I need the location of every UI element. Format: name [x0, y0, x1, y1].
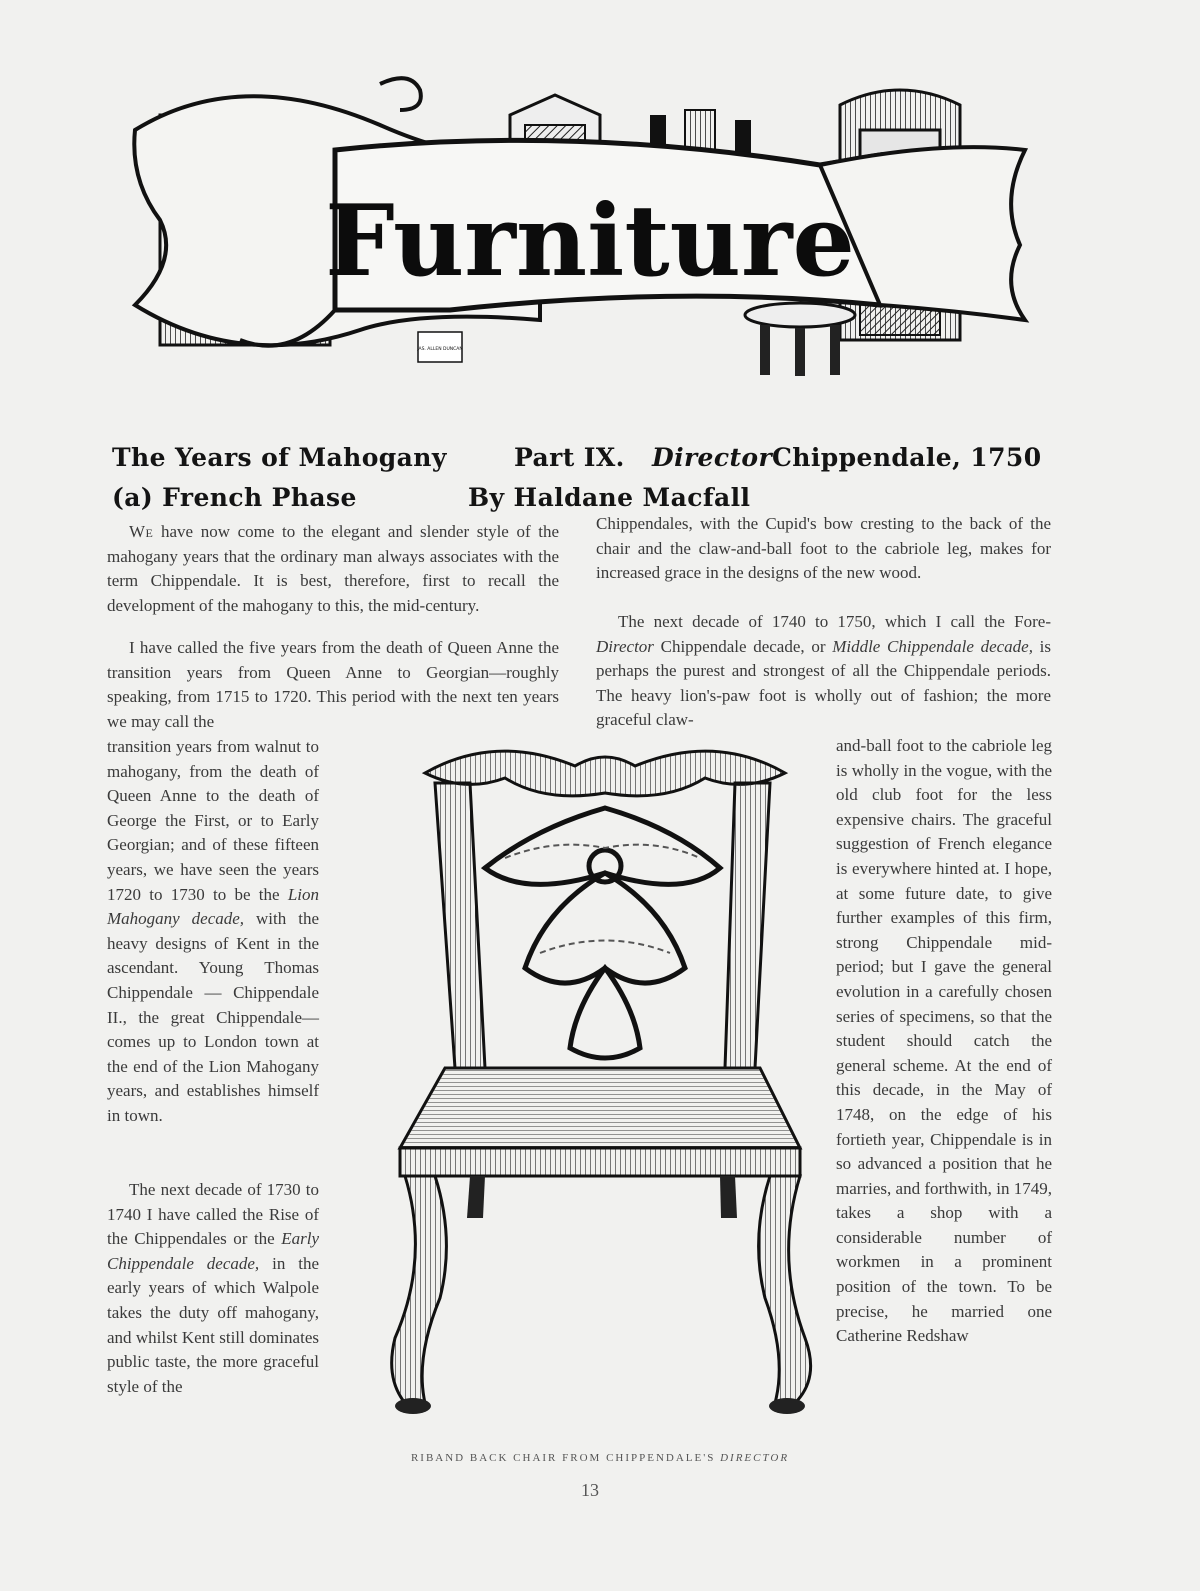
- artist-monogram: [416, 332, 463, 362]
- chippendale-1750: Chippendale, 1750: [772, 443, 1042, 472]
- page-number: 13: [581, 1480, 599, 1500]
- series-title: The Years of Mahogany: [112, 443, 447, 472]
- stool-illustration: [745, 303, 855, 376]
- banner-title: Furniture: [325, 184, 855, 299]
- paragraph-3: The next decade of 1730 to 1740 I have called the Rise of the Chippendales or the Early Chippendale decade, in the early years of which Walpole takes the duty off mahogany, and whilst Kent still dominates public taste, the more graceful style of the: [107, 1180, 320, 1396]
- right-paragraph-2-continued: and-ball foot to the cabriole leg is wholly in the vogue, with the old club foot for the less expensive chairs. The graceful suggestion of French elegance is everywhere hinted at. I hope, at some future date, to give further examples of this firm, strong Chippendale mid-period; but I gave the general evolution in a carefully chosen series of specimens, so that the student should catch the general scheme. At the end of this decade, in the May of 1748, on the edge of his fortieth year, Chippendale is in so advanced a position that he marries, and forthwith, in 1749, takes a shop with a considerable number of workmen in a prominent position of the town. To be precise, he married one Catherine Redshaw: [836, 736, 1052, 1346]
- svg-text:JAS. ALLEN DUNCAN: JAS. ALLEN DUNCAN: [417, 347, 463, 352]
- article-headline: [112, 438, 1072, 518]
- furniture-banner: [120, 70, 1050, 390]
- director-word: Director: [652, 443, 773, 472]
- paragraph-2-continued: transition years from walnut to mahogany, from the death of Queen Anne to the death of George the First, or to Early Georgian; and of these fifteen years, we have seen the years 1720 to 1730 to be the Lion Mahogany decade, with the heavy designs of Kent in the ascendant. Young Thomas Chippendale — Chippendale II., the great Chippendale— comes up to London town at the end of the Lion Mahogany years, and establishes himself in town.: [107, 737, 320, 1125]
- byline: By Haldane Macfall: [468, 483, 751, 512]
- paragraph-2: I have called the five years from the death of Queen Anne the transition years from Queen Anne to Georgian—roughly speaking, from 1715 to 1720. This period with the next ten years we may call the: [107, 638, 559, 731]
- phase-subtitle: (a) French Phase: [112, 483, 357, 512]
- figure-caption: RIBAND BACK CHAIR FROM CHIPPENDALE'S DIRECTOR: [410, 1452, 790, 1464]
- right-paragraph-1: Chippendales, with the Cupid's bow cresting to the back of the chair and the claw-and-ball foot to the cabriole leg, makes for increased grace in the designs of the new wood.: [596, 514, 1051, 583]
- part-number: Part IX.: [514, 443, 625, 472]
- riband-back-chair-illustration: [375, 738, 830, 1428]
- paragraph-1: We have now come to the elegant and slender style of the mahogany years that the ordinary man always associates with the term Chippendale. It is best, therefore, first to recall the development of the mahogany to this, the mid-century.: [107, 522, 559, 615]
- right-paragraph-2: The next decade of 1740 to 1750, which I call the Fore-Director Chippendale decade, or Middle Chippendale decade, is perhaps the purest and strongest of all the Chippendale periods. The heavy lion's-paw foot is wholly out of fashion; the more graceful claw-: [596, 612, 1052, 730]
